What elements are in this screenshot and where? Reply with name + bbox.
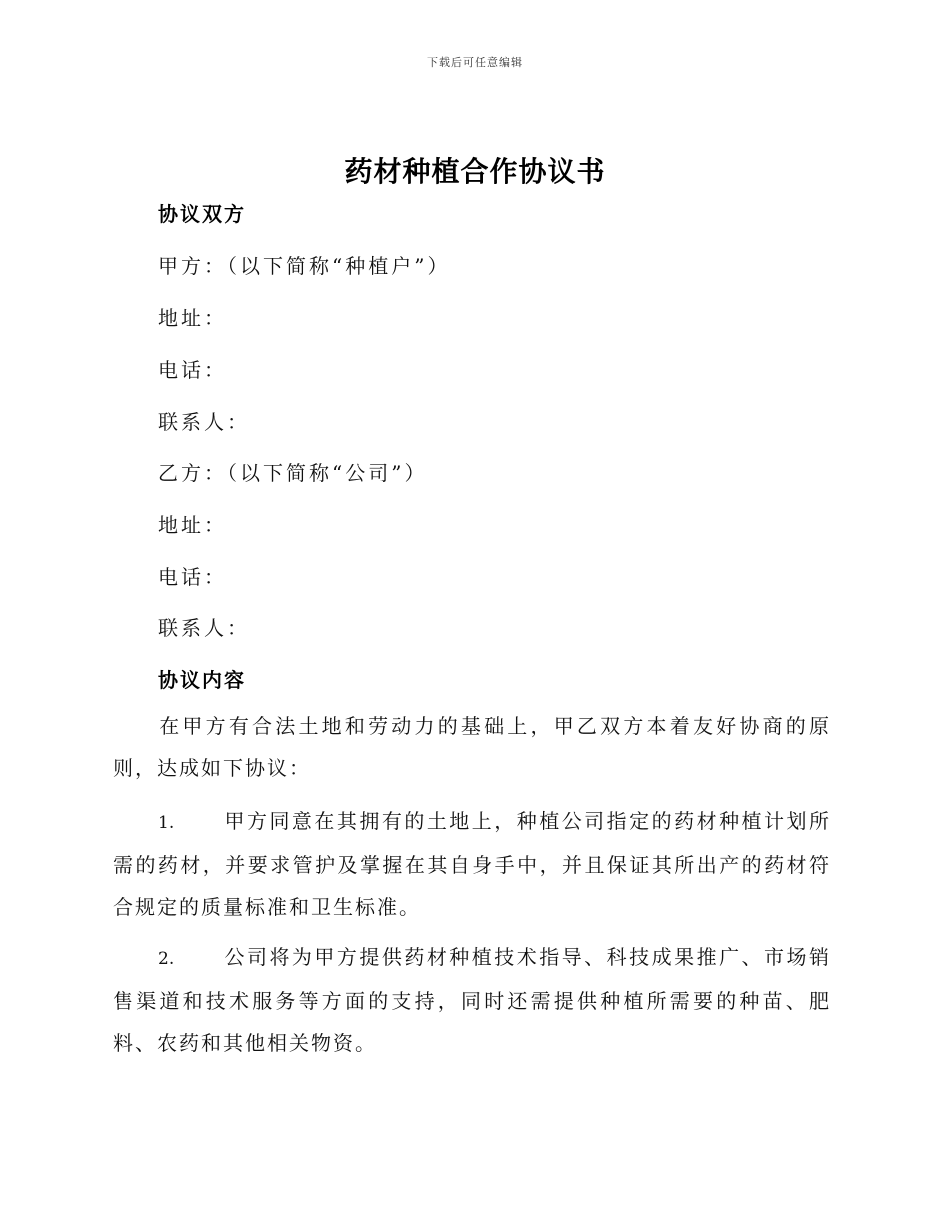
list-item [113, 936, 831, 1064]
party-a-label: 甲方：（以下简称“种植户”） [158, 254, 451, 278]
intro-text: 在甲方有合法土地和劳动力的基础上，甲乙双方本着友好协商的原则，达成如下协议： [113, 714, 831, 780]
party-a-address: 地址： [158, 306, 227, 330]
intro-paragraph [113, 705, 831, 789]
item-number: 2. [158, 949, 175, 969]
section-heading-parties: 协议双方 [158, 202, 246, 226]
party-a-contact: 联系人： [158, 410, 250, 434]
party-b-phone: 电话： [158, 565, 227, 589]
section-heading-content: 协议内容 [158, 668, 246, 692]
header-note: 下载后可任意编辑 [427, 56, 523, 69]
item-number: 1. [158, 813, 175, 833]
party-b-label: 乙方：（以下简称“公司”） [158, 461, 428, 485]
document-title: 药材种植合作协议书 [344, 155, 606, 188]
party-b-contact: 联系人： [158, 616, 250, 640]
party-a-phone: 电话： [158, 358, 227, 382]
list-item [113, 800, 831, 928]
party-b-address: 地址： [158, 513, 227, 537]
item-text: 甲方同意在其拥有的土地上，种植公司指定的药材种植计划所需的药材，并要求管护及掌握在其自身手中，并且保证其所出产的药材符合规定的质量标准和卫生标准。 [113, 809, 831, 919]
item-text: 公司将为甲方提供药材种植技术指导、科技成果推广、市场销售渠道和技术服务等方面的支持，同时还需提供种植所需要的种苗、肥料、农药和其他相关物资。 [113, 945, 831, 1055]
